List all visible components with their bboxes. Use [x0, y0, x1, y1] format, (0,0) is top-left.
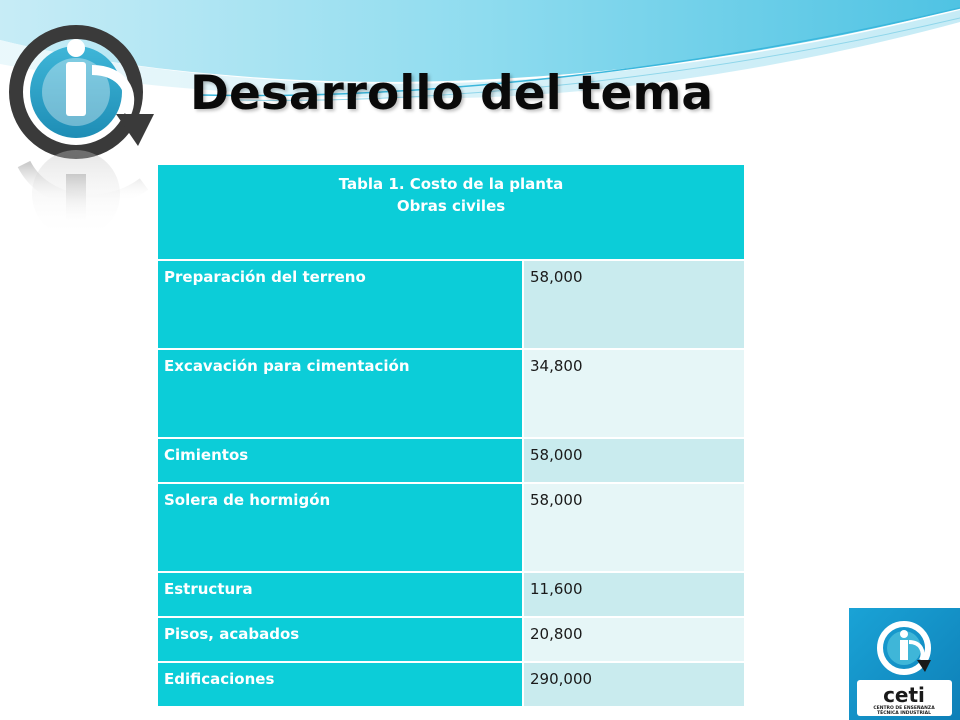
row-label: Pisos, acabados: [157, 617, 523, 662]
row-value: 20,800: [523, 617, 745, 662]
table-row: [157, 483, 745, 572]
table-row: [157, 438, 745, 483]
row-label: Solera de hormigón: [157, 483, 523, 572]
row-label: Preparación del terreno: [157, 260, 523, 349]
cti-logo-icon: [4, 14, 174, 254]
row-label: Edificaciones: [157, 662, 523, 707]
badge-subtitle-2: TÉCNICA INDUSTRIAL: [877, 711, 931, 716]
row-value: 58,000: [523, 483, 745, 572]
badge-subtitle-1: CENTRO DE ENSEÑANZA: [873, 706, 935, 711]
row-label: Estructura: [157, 572, 523, 617]
table-header: [157, 164, 745, 260]
table-row: [157, 260, 745, 349]
row-label: Cimientos: [157, 438, 523, 483]
table-row: [157, 572, 745, 617]
table-caption: Tabla 1. Costo de la planta: [338, 175, 564, 193]
row-label: Excavación para cimentación: [157, 349, 523, 438]
table-row: [157, 617, 745, 662]
table-row: [157, 349, 745, 438]
table-header-row: [157, 164, 745, 260]
cost-table: [156, 163, 746, 708]
row-value: 11,600: [523, 572, 745, 617]
table-row: [157, 662, 745, 707]
row-value: 58,000: [523, 260, 745, 349]
ceti-logo-icon: [849, 608, 960, 720]
table-subcaption: Obras civiles: [396, 197, 506, 215]
slide-title: Desarrollo del tema: [190, 66, 714, 121]
row-value: 34,800: [523, 349, 745, 438]
badge-name: ceti: [883, 683, 925, 707]
row-value: 290,000: [523, 662, 745, 707]
row-value: 58,000: [523, 438, 745, 483]
